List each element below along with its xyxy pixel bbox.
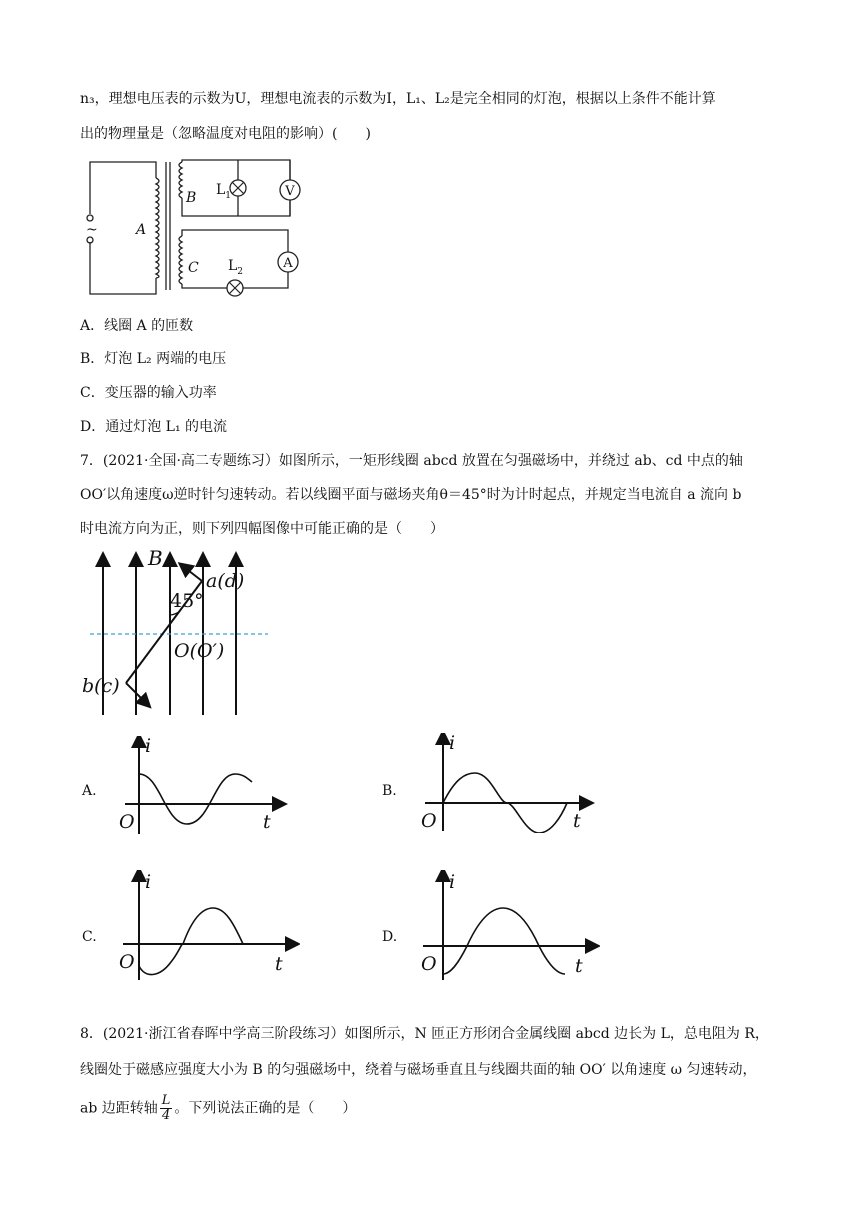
- q7-stem-line-2: OO′以角速度ω逆时针匀速转动。若以线圈平面与磁场夹角θ＝45°时为计时起点，并规定当电流自 a 流向 b: [80, 487, 742, 503]
- point-b-label: b(c): [82, 675, 120, 697]
- q8-stem-line-2: 线圈处于磁感应强度大小为 B 的匀强磁场中，绕着与磁场垂直且与线圈共面的轴 OO′ 以角速度 ω 匀速转动，: [80, 1062, 757, 1078]
- q6-option-b[interactable]: B．灯泡 L₂ 两端的电压: [80, 351, 227, 367]
- ammeter-icon: [278, 252, 298, 272]
- lamp2-label: L: [228, 258, 238, 274]
- axis-i-label: i: [145, 736, 152, 757]
- coil-c-label: C: [188, 260, 199, 276]
- svg-text:L2: [228, 258, 243, 277]
- q7-graph-b[interactable]: [415, 733, 595, 833]
- lamp-l2-icon: [227, 280, 243, 296]
- q7-graph-a[interactable]: [115, 736, 290, 836]
- axis-i-label: i: [145, 871, 152, 893]
- q6-option-c[interactable]: C．变压器的输入功率: [80, 385, 217, 401]
- q7-choice-a-letter[interactable]: A.: [82, 783, 97, 799]
- point-o-label: O(O′): [174, 640, 225, 662]
- q6-stem-line-1: n₃，理想电压表的示数为U，理想电流表的示数为I，L₁、L₂是完全相同的灯泡，根据以上条件不能计算: [80, 91, 716, 107]
- q6-option-a[interactable]: A．线圈 A 的匝数: [80, 318, 194, 334]
- q7-choice-b-letter[interactable]: B.: [382, 783, 397, 799]
- axis-t-label: t: [573, 810, 581, 832]
- coil-b-label: B: [186, 190, 197, 206]
- point-a-label: a(d): [206, 570, 245, 592]
- axis-i-label: i: [449, 733, 456, 754]
- lamp-l1-icon: [230, 180, 246, 196]
- q7-stem-line-3: 时电流方向为正，则下列四幅图像中可能正确的是（ ）: [80, 521, 444, 537]
- rotating-coil-figure: [78, 545, 278, 720]
- ammeter-label: A: [283, 256, 293, 271]
- origin-label: O: [421, 953, 437, 975]
- axis-i-label: i: [449, 871, 456, 893]
- origin-label: O: [119, 951, 135, 973]
- lamp1-label: L: [216, 182, 226, 198]
- axis-t-label: t: [575, 955, 583, 977]
- field-b-label: B: [148, 546, 163, 570]
- fraction-l-over-4: [160, 1094, 173, 1123]
- q7-choice-c-letter[interactable]: C.: [82, 929, 97, 945]
- origin-label: O: [119, 811, 135, 833]
- ac-source-symbol: ~: [86, 222, 98, 238]
- q7-graph-c[interactable]: [115, 870, 300, 985]
- angle-45-label: 45°: [170, 590, 204, 612]
- voltmeter-icon: [280, 180, 300, 200]
- q7-graph-d[interactable]: [415, 870, 600, 985]
- q7-choice-d-letter[interactable]: D.: [382, 929, 398, 945]
- coil-edge: [126, 567, 202, 703]
- q8-line3-start: ab 边距转轴: [80, 1100, 158, 1117]
- transformer-circuit-figure: [78, 150, 318, 300]
- coil-a-label: A: [136, 222, 147, 238]
- curve-d: [443, 908, 565, 974]
- curve-a: [139, 774, 252, 824]
- axis-t-label: t: [275, 953, 283, 975]
- axis-t-label: t: [263, 811, 271, 833]
- lamp2-subscript: 2: [237, 267, 244, 277]
- origin-label: O: [421, 810, 437, 832]
- q7-stem-line-1: 7．(2021·全国·高二专题练习）如图所示，一矩形线圈 abcd 放置在匀强磁场中，并绕过 ab、cd 中点的轴: [80, 453, 743, 469]
- q8-stem-line-1: 8．(2021·浙江省春晖中学高三阶段练习）如图所示，N 匝正方形闭合金属线圈 abcd 边长为 L，总电阻为 R，: [80, 1026, 769, 1042]
- q6-option-d[interactable]: D．通过灯泡 L₁ 的电流: [80, 419, 228, 435]
- fraction-numerator: L: [161, 1093, 171, 1108]
- fraction-denominator: 4: [161, 1108, 171, 1123]
- q6-stem-line-2: 出的物理量是（忽略温度对电阻的影响）( ): [80, 126, 371, 142]
- svg-text:L1: [216, 182, 231, 201]
- voltmeter-label: V: [285, 184, 295, 199]
- q8-stem-line-3: [80, 1094, 356, 1123]
- q8-line3-end: 。下列说法正确的是（ ）: [174, 1100, 357, 1117]
- curve-c: [139, 908, 243, 975]
- lamp1-subscript: 1: [225, 191, 232, 201]
